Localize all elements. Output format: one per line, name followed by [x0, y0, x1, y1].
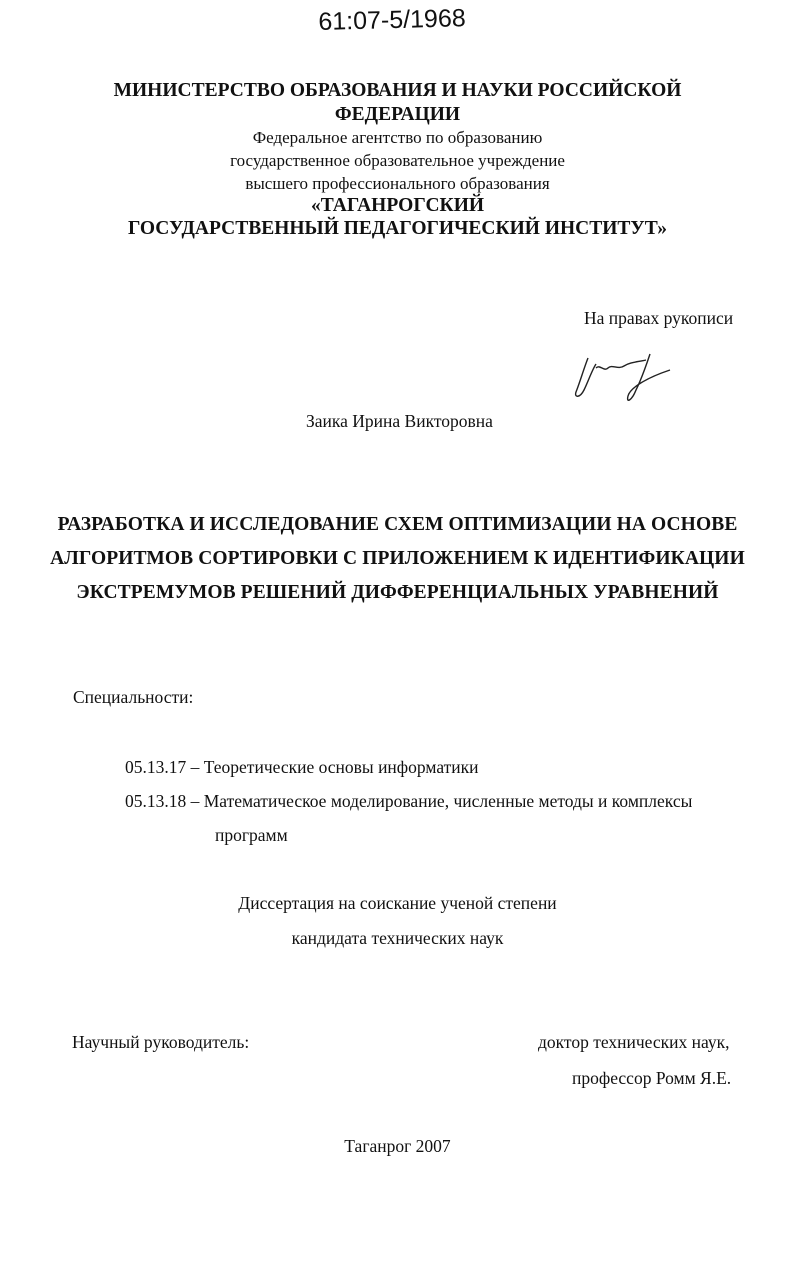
- advisor-degree: доктор технических наук,: [538, 1032, 730, 1052]
- signature: [566, 348, 684, 410]
- advisor-name: профессор Ромм Я.Е.: [572, 1068, 732, 1088]
- manuscript-note: На правах рукописи: [584, 308, 734, 328]
- institute-name-line2: ГОСУДАРСТВЕННЫЙ ПЕДАГОГИЧЕСКИЙ ИНСТИТУТ»: [127, 218, 667, 239]
- ministry-name-line2: ФЕДЕРАЦИИ: [334, 104, 461, 125]
- thesis-title-line1: РАЗРАБОТКА И ИССЛЕДОВАНИЕ СХЕМ ОПТИМИЗАЦИИ НА ОСНОВЕ: [57, 514, 738, 535]
- specialty-item-continuation: программ: [215, 825, 288, 845]
- city-year: Таганрог 2007: [344, 1136, 451, 1156]
- specialty-item: 05.13.17 – Теоретические основы информатики: [125, 757, 479, 777]
- author-name: Заика Ирина Викторовна: [306, 411, 493, 431]
- ministry-name-line1: МИНИСТЕРСТВО ОБРАЗОВАНИЯ И НАУКИ РОССИЙСКОЙ: [113, 80, 682, 101]
- archive-code: 61:07-5/1968: [318, 4, 467, 36]
- specialty-item: 05.13.18 – Математическое моделирование, численные методы и комплексы: [125, 791, 693, 811]
- specialties-label: Специальности:: [73, 687, 194, 707]
- institution-type: государственное образовательное учреждение: [230, 151, 565, 170]
- degree-line2: кандидата технических наук: [291, 928, 504, 948]
- degree-line1: Диссертация на соискание ученой степени: [238, 893, 557, 913]
- education-level: высшего профессионального образования: [245, 174, 550, 193]
- advisor-label: Научный руководитель:: [72, 1032, 250, 1052]
- institute-name-line1: «ТАГАНРОГСКИЙ: [310, 195, 485, 216]
- agency-name: Федеральное агентство по образованию: [252, 128, 543, 147]
- thesis-title-line2: АЛГОРИТМОВ СОРТИРОВКИ С ПРИЛОЖЕНИЕМ К ИДЕНТИФИКАЦИИ: [50, 548, 745, 569]
- thesis-title-line3: ЭКСТРЕМУМОВ РЕШЕНИЙ ДИФФЕРЕНЦИАЛЬНЫХ УРАВНЕНИЙ: [76, 582, 719, 603]
